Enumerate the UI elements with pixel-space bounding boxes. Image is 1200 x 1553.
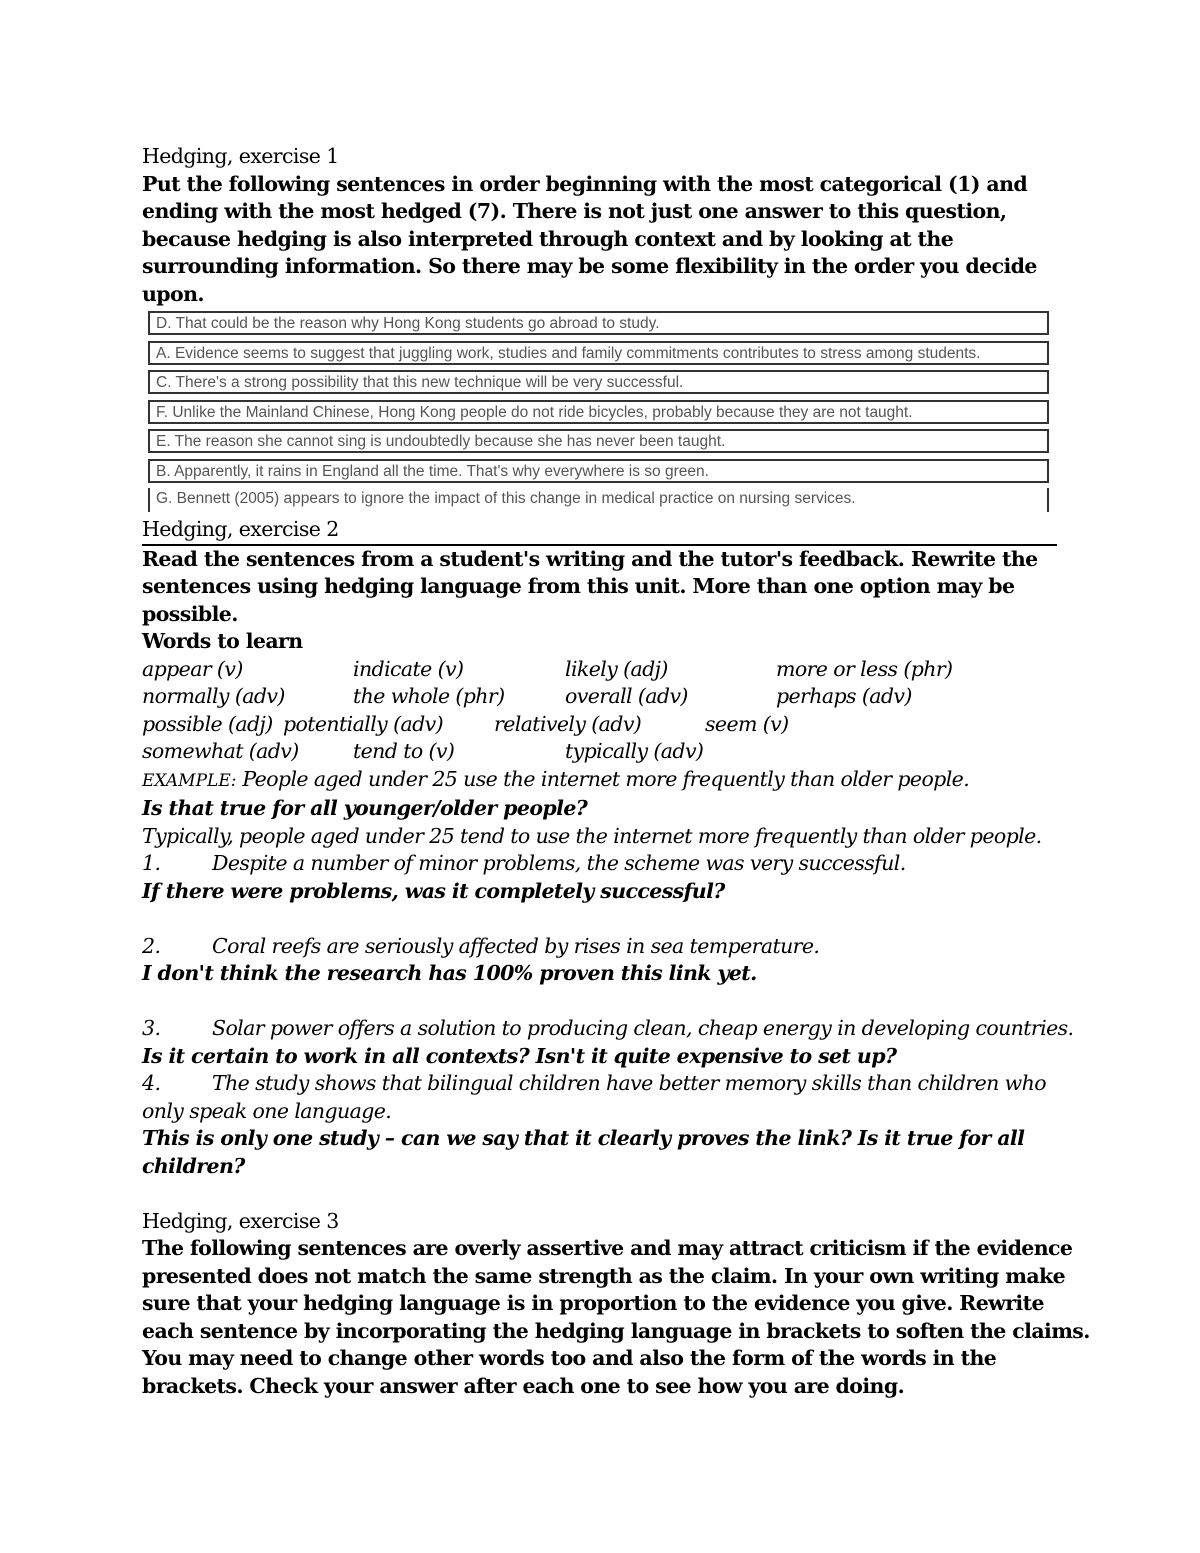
ex3-instruction-line: sure that your hedging language is in proportion to the evidence you give. Rewrite (142, 1291, 1044, 1315)
word-item: relatively (adv) (494, 711, 642, 736)
ex1-instruction-line: ending with the most hedged (7). There is not just one answer to this question, (142, 199, 1007, 223)
ex3-instruction-line: You may need to change other words too and also the form of the words in the (142, 1346, 997, 1370)
ex1-instruction-line: Put the following sentences in order beginning with the most categorical (1) and (142, 171, 1028, 196)
item-feedback: This is only one study – can we say that it clearly proves the link? Is it true for all (142, 1126, 1025, 1150)
word-item: indicate (v) (353, 656, 464, 681)
word-item: normally (adv) (142, 684, 285, 708)
item-feedback-continued: children? (142, 1153, 245, 1178)
word-item: perhaps (adv) (776, 684, 912, 708)
ex3-instruction-line: each sentence by incorporating the hedging language in brackets to soften the claims. (142, 1318, 1090, 1343)
word-item: possible (adj) (142, 711, 273, 736)
item-number: 2. (142, 933, 161, 958)
item-sentence-continued: only speak one language. (142, 1098, 392, 1123)
ex2-instruction-line: sentences using hedging language from this unit. More than one option may be (142, 574, 1015, 598)
sentence-item-g: G. Bennett (2005) appears to ignore the impact of this change in medical practice on nursing services. (148, 488, 1049, 512)
sentence-item-f: F. Unlike the Mainland Chinese, Hong Kong people do not ride bicycles, probably because they are not taught. (148, 400, 1049, 424)
example-label: EXAMPLE: (142, 770, 237, 791)
item-feedback: Is it certain to work in all contexts? Isn't it quite expensive to set up? (142, 1043, 897, 1068)
word-item: overall (adv) (565, 684, 688, 708)
word-item: appear (v) (142, 656, 243, 681)
word-item: the whole (phr) (353, 684, 505, 708)
ex1-instruction-line: surrounding information. So there may be some flexibility in the order you decide (142, 254, 1037, 278)
ex1-instruction-line: because hedging is also interpreted through context and by looking at the (142, 226, 954, 251)
sentence-item-a: A. Evidence seems to suggest that juggling work, studies and family commitments contributes to stress among students. (148, 341, 1049, 365)
word-item: tend to (v) (353, 739, 455, 763)
sentence-item-e: E. The reason she cannot sing is undoubtedly because she has never been taught. (148, 429, 1049, 453)
word-item: likely (adj) (565, 656, 668, 681)
example-sentence: People aged under 25 use the internet more frequently than older people. (242, 766, 970, 791)
sentence-list (148, 311, 1049, 512)
word-item: somewhat (adv) (142, 739, 299, 763)
ex2-instruction-line: Read the sentences from a student's writing and the tutor's feedback. Rewrite the (142, 546, 1038, 571)
item-sentence: 3. Solar power offers a solution to producing clean, cheap energy in developing countries. (142, 1015, 1057, 1043)
item-number: 4. (142, 1071, 161, 1095)
sentence-item-c: C. There's a strong possibility that this new technique will be very successful. (148, 370, 1049, 394)
item-sentence: 4. The study shows that bilingual children have better memory skills than children who (142, 1070, 1057, 1098)
word-item: seem (v) (705, 711, 789, 736)
item-number: 1. (142, 851, 161, 875)
ex2-instruction-line: possible. (142, 601, 238, 626)
item-number: 3. (142, 1016, 161, 1040)
ex1-title: Hedging, exercise 1 (142, 144, 339, 168)
word-item: typically (adv) (565, 739, 704, 763)
ex3-instruction-line: The following sentences are overly assertive and may attract criticism if the evidence (142, 1236, 1073, 1260)
item-sentence: 2. Coral reefs are seriously affected by rises in sea temperature. (142, 933, 1057, 961)
word-item: more or less (phr) (776, 656, 953, 681)
word-list (142, 656, 1057, 766)
sentence-item-d: D. That could be the reason why Hong Kong students go abroad to study. (148, 311, 1049, 335)
example-answer: Typically, people aged under 25 tend to use the internet more frequently than older people. (142, 823, 1042, 848)
document-page (142, 143, 1090, 1400)
ex1-instruction-line: upon. (142, 281, 204, 306)
sentence-item-b: B. Apparently, it rains in England all the time. That's why everywhere is so green. (148, 459, 1049, 483)
ex3-instruction-line: presented does not match the same strength as the claim. In your own writing make (142, 1263, 1066, 1288)
ex2-title: Hedging, exercise 2 (142, 516, 1057, 546)
words-heading: Words to learn (142, 629, 303, 653)
example-line (142, 766, 1057, 796)
item-feedback: If there were problems, was it completely successful? (142, 878, 725, 903)
ex3-title: Hedging, exercise 3 (142, 1208, 339, 1233)
item-feedback: I don't think the research has 100% proven this link yet. (142, 961, 757, 985)
example-feedback: Is that true for all younger/older people? (142, 796, 588, 820)
item-sentence: 1. Despite a number of minor problems, the scheme was very successful. (142, 850, 1057, 878)
ex3-instruction-line: brackets. Check your answer after each one to see how you are doing. (142, 1373, 905, 1398)
word-item: potentially (adv) (283, 711, 443, 736)
